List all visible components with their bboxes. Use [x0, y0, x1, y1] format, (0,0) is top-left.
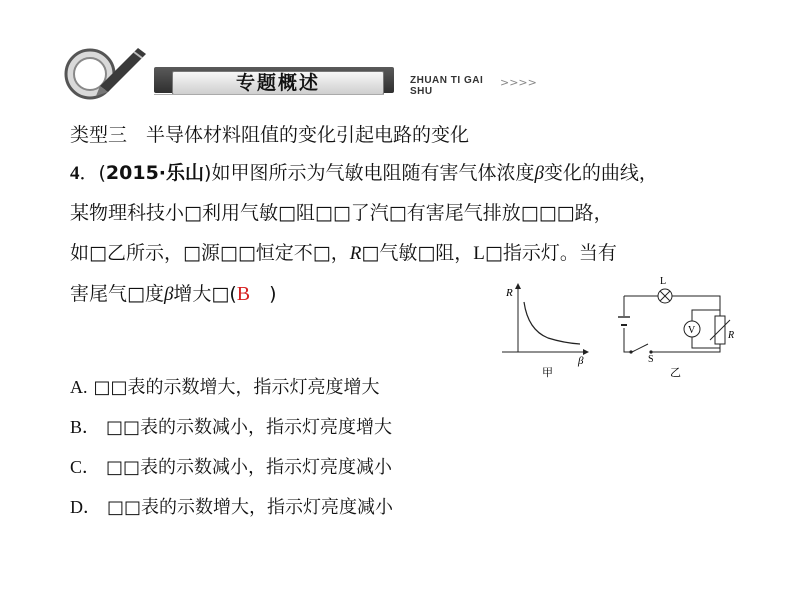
option-letter: D． [70, 497, 101, 517]
question-number: 4 [70, 163, 80, 184]
question-line-2: 某物理科技小□利用气敏□阻□□了汽□有害尾气排放□□□路， [70, 202, 613, 224]
beta-symbol-2: β [163, 284, 174, 305]
y-axis-label: R [506, 287, 513, 299]
option-text: □□表的示数减小，指示灯亮度减小 [106, 457, 393, 478]
option-letter: C． [70, 457, 101, 477]
option-c[interactable] [70, 455, 392, 480]
banner-arrows: >>>> [500, 76, 537, 89]
figure-jia-graph [498, 280, 598, 380]
beta-symbol: β [534, 163, 544, 184]
banner-underline [154, 94, 384, 95]
question-text-1: )如甲图所示为气敏电阻随有害气体浓度 [204, 162, 535, 184]
option-d[interactable] [70, 495, 393, 520]
section-banner [60, 40, 537, 102]
question-text-3c: □指示灯。当有 [484, 242, 617, 264]
l-symbol: L [473, 243, 485, 264]
lamp-icon [658, 289, 672, 303]
option-b[interactable] [70, 415, 392, 440]
banner-title: 专题概述 [172, 71, 384, 95]
x-axis-label: β [578, 355, 584, 367]
voltmeter-label: V [688, 325, 696, 336]
question-line-1 [70, 160, 658, 187]
option-text: □□表的示数增大，指示灯亮度增大 [93, 377, 380, 398]
answer-letter: B [236, 283, 251, 305]
question-text-3b: □气敏□阻， [361, 242, 474, 264]
option-letter: B． [70, 417, 101, 437]
question-line-3 [70, 240, 617, 267]
switch-icon [632, 344, 648, 352]
figure-jia-caption: 甲 [542, 367, 553, 379]
figure-yi-circuit [608, 272, 748, 382]
question-text-1-tail: 变化的曲线， [543, 162, 658, 184]
option-a[interactable] [70, 375, 380, 400]
switch-label: S [648, 354, 654, 365]
question-separator: ．( [79, 162, 106, 184]
banner-pinyin: ZHUAN TI GAI SHU [410, 75, 484, 97]
switch-pivot [629, 350, 632, 353]
lamp-label: L [660, 276, 667, 287]
circuit-wire-top [624, 296, 720, 316]
section-heading: 类型三 半导体材料阻值的变化引起电路的变化 [70, 124, 470, 146]
question-text-4a: 害尾气□度 [70, 283, 164, 305]
option-text: □□表的示数减小，指示灯亮度增大 [106, 417, 393, 438]
pen-logo-icon [60, 40, 160, 102]
r-symbol: R [349, 243, 362, 264]
option-text: □□表的示数增大，指示灯亮度减小 [107, 497, 394, 518]
option-letter: A. [70, 377, 88, 397]
resistance-curve [524, 302, 580, 344]
question-text-4b: 增大□( [173, 283, 237, 305]
figure-yi-caption: 乙 [670, 367, 681, 379]
question-line-4 [70, 281, 277, 308]
question-text-3a: 如□乙所示，□源□□恒定不□， [70, 242, 350, 264]
question-text-4c: ) [250, 283, 277, 305]
question-source: 2015·乐山 [105, 162, 205, 184]
resistor-label: R [728, 330, 735, 341]
